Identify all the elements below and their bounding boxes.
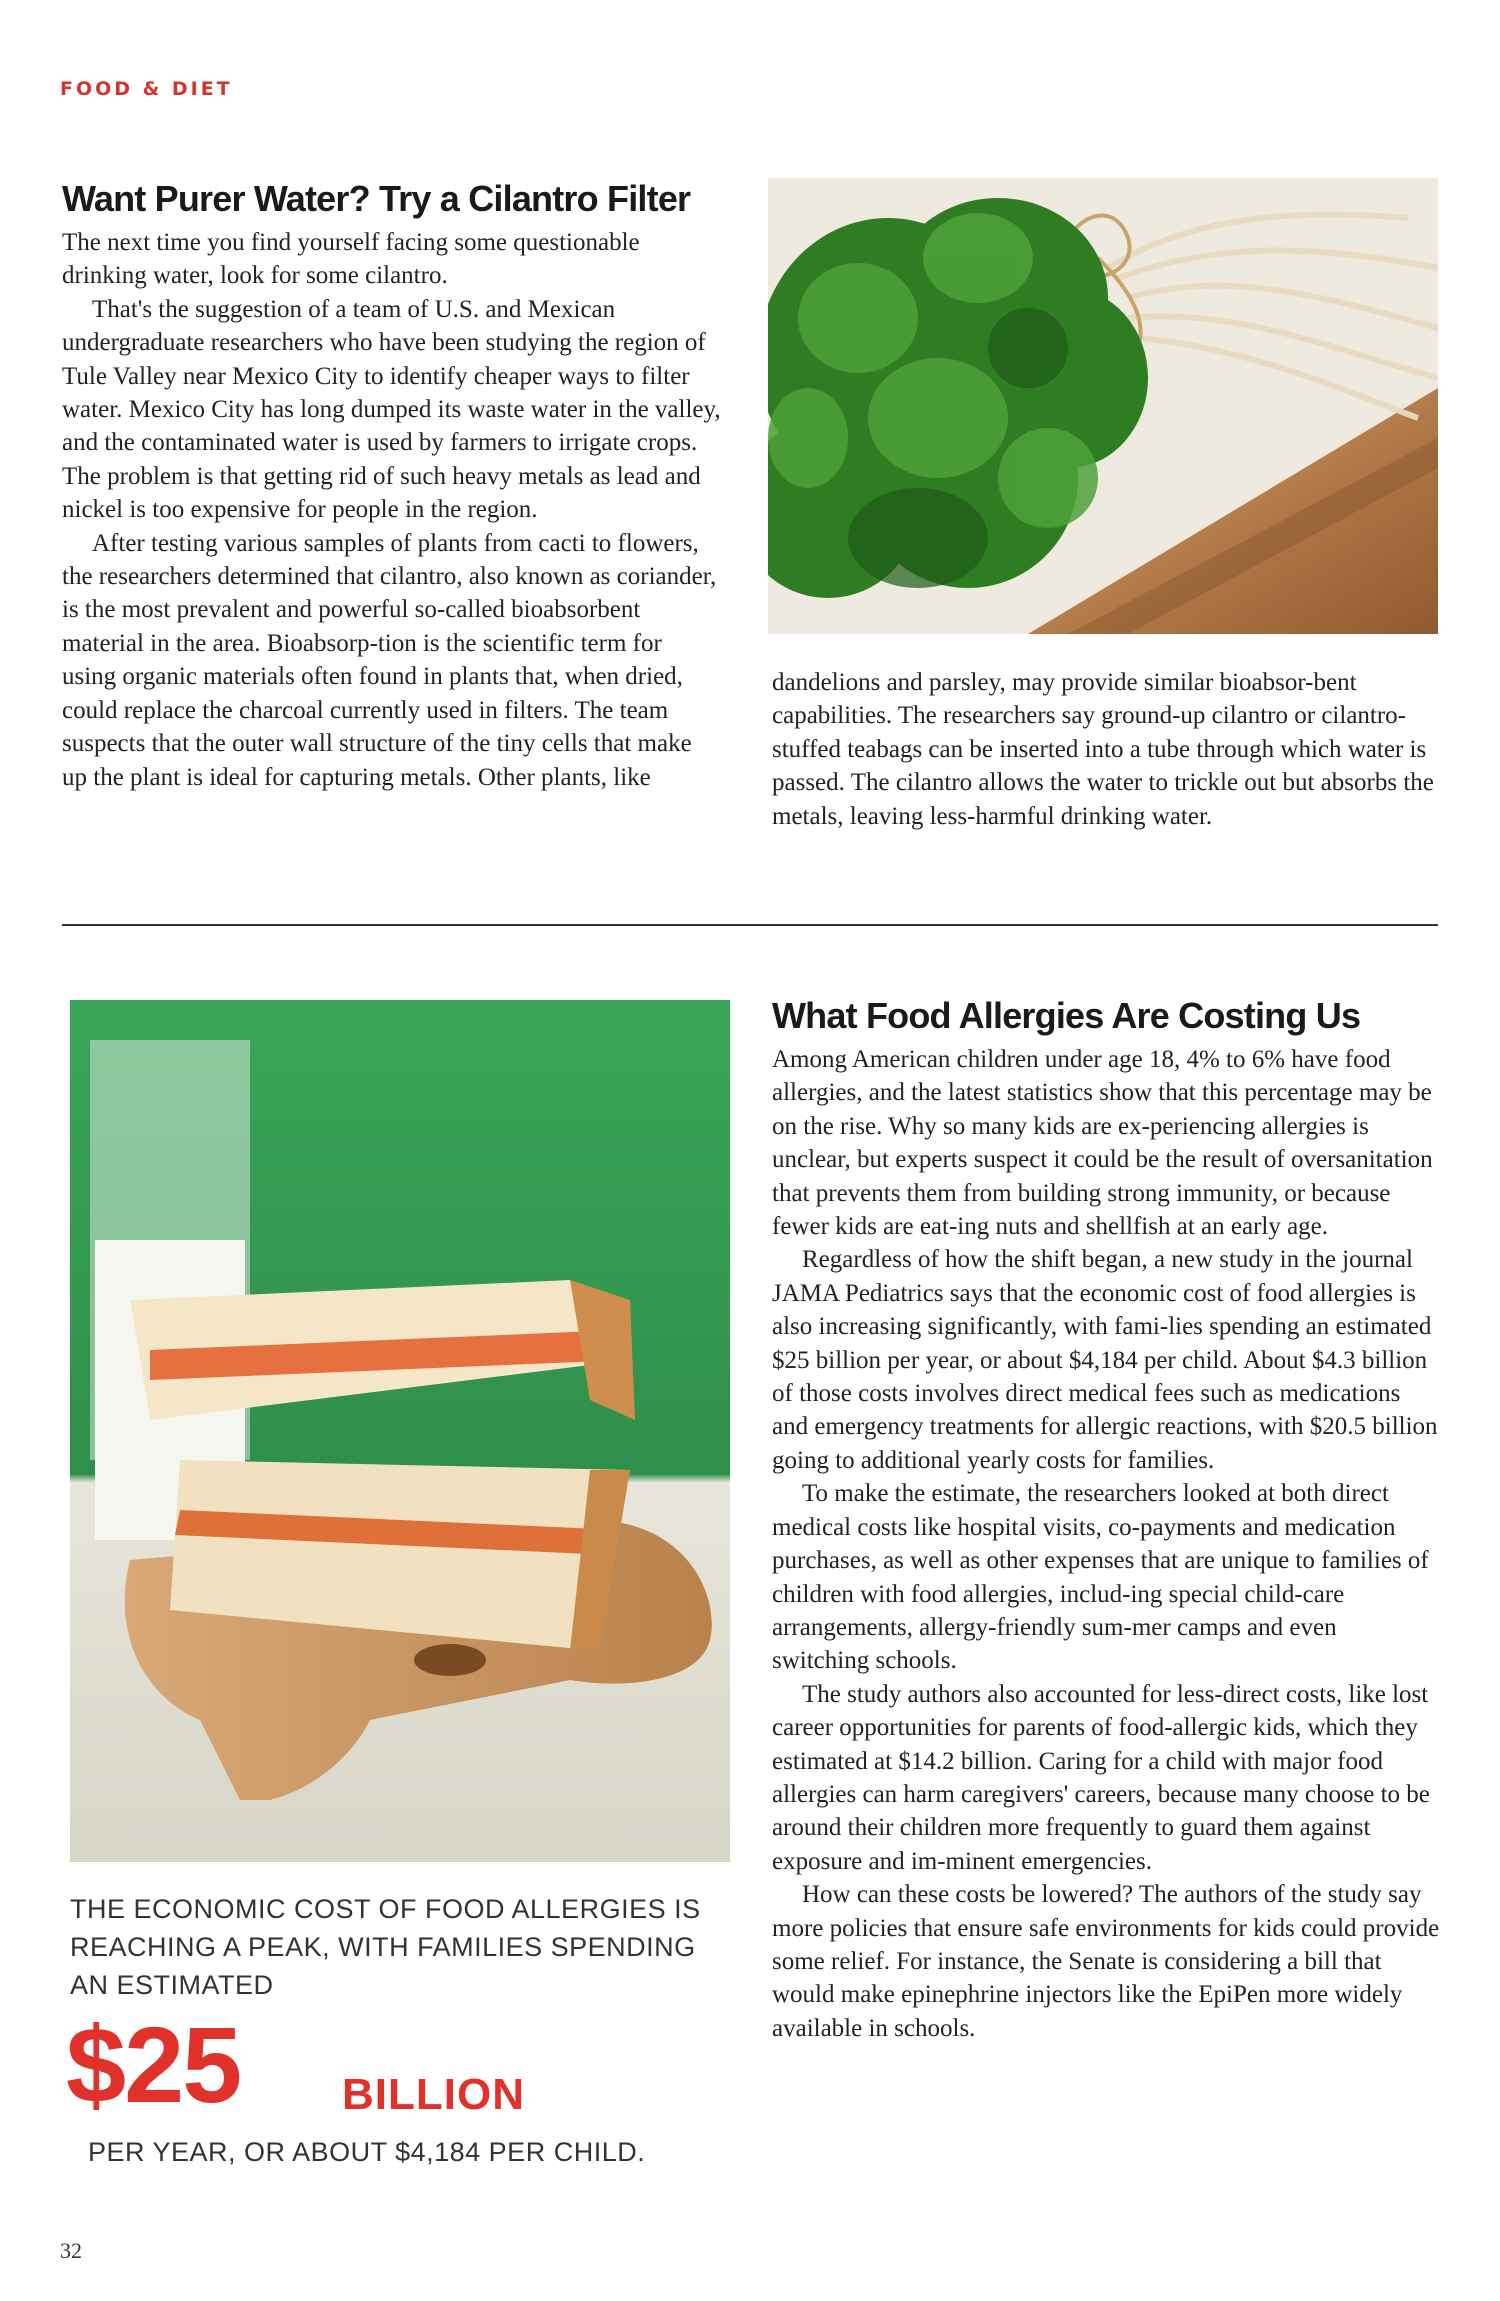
article1-headline: Want Purer Water? Try a Cilantro Filter <box>62 178 691 219</box>
article2-paragraph: Among American children under age 18, 4% to 6% have food allergies, and the latest statistics show that this percentage may be on the rise. Why so many kids are ex-periencing allergies is unclear, but experts suspect it could be the result of oversanitation that prevents them from building strong immunity, or because fewer kids are eat-ing nuts and shellfish at an early age. <box>772 1046 1433 1241</box>
page-number: 32 <box>60 2238 82 2263</box>
article2-paragraph: The study authors also accounted for less-direct costs, like lost career opportunities for parents of food-allergic kids, which they estimated at $14.2 billion. Caring for a child with major food allergies can harm caregivers' careers, because many choose to be around their children more frequently to guard them against exposure and im-minent emergencies. <box>772 1680 1430 1875</box>
article1-body-left <box>62 226 722 794</box>
article1-paragraph: After testing various samples of plants from cacti to flowers, the researchers determined that cilantro, also known as coriander, is the most prevalent and powerful so-called bioabsorbent material in the area. Bioabsorp-tion is the scientific term for using organic materials often found in plants that, when dried, could replace the charcoal currently used in filters. The team suspects that the outer wall structure of the tiny cells that make up the plant is ideal for capturing metals. Other plants, like <box>62 529 717 791</box>
pullquote-tail: PER YEAR, OR ABOUT $4,184 PER CHILD. <box>88 2137 646 2167</box>
cilantro-photo <box>768 178 1438 634</box>
article2-headline: What Food Allergies Are Costing Us <box>772 995 1361 1036</box>
article2-body <box>772 1043 1440 2045</box>
section-divider <box>62 924 1438 926</box>
article2-paragraph: How can these costs be lowered? The authors of the study say more policies that ensure safe environments for kids could provide some relief. For instance, the Senate is considering a bill that would make epinephrine injectors like the EpiPen more widely available in schools. <box>772 1881 1440 2042</box>
article1-paragraph: dandelions and parsley, may provide similar bioabsor-bent capabilities. The researchers say ground-up cilantro or cilantro-stuffed teabags can be inserted into a tube through which water is passed. The cilantro allows the water to trickle out but absorbs the metals, leaving less-harmful drinking water. <box>772 669 1434 830</box>
article1-body-right <box>772 666 1440 833</box>
article2-paragraph: Regardless of how the shift began, a new study in the journal JAMA Pediatrics says that the economic cost of food allergies is also increasing significantly, with fami-lies spending an estimated $25 billion per year, or about $4,184 per child. About $4.3 billion of those costs involves direct medical fees such as medications and emergency treatments for allergic reactions, with $20.5 billion going to additional yearly costs for families. <box>772 1246 1438 1474</box>
cilantro-illustration <box>768 178 1438 634</box>
pullquote-unit: BILLION <box>342 2070 525 2119</box>
article1-paragraph: The next time you find yourself facing some questionable drinking water, look for some cilantro. <box>62 229 640 290</box>
sandwich-illustration <box>70 1000 730 1862</box>
pullquote-amount: $25 <box>66 2004 241 2125</box>
article2-paragraph: To make the estimate, the researchers looked at both direct medical costs like hospital visits, co-payments and medication purchases, as well as other expenses that are unique to families of children with food allergies, includ-ing special child-care arrangements, allergy-friendly sum-mer camps and even switching schools. <box>772 1480 1429 1675</box>
pullquote-lead: THE ECONOMIC COST OF FOOD ALLERGIES IS REACHING A PEAK, WITH FAMILIES SPENDING AN ESTIMATED <box>70 1894 701 2000</box>
article1-paragraph: That's the suggestion of a team of U.S. and Mexican undergraduate researchers who have been studying the region of Tule Valley near Mexico City to identify cheaper ways to filter water. Mexico City has long dumped its waste water in the valley, and the contaminated water is used by farmers to irrigate crops. The problem is that getting rid of such heavy metals as lead and nickel is too expensive for people in the region. <box>62 295 721 524</box>
sandwich-photo <box>70 1000 730 1862</box>
section-label: FOOD & DIET <box>60 78 233 100</box>
